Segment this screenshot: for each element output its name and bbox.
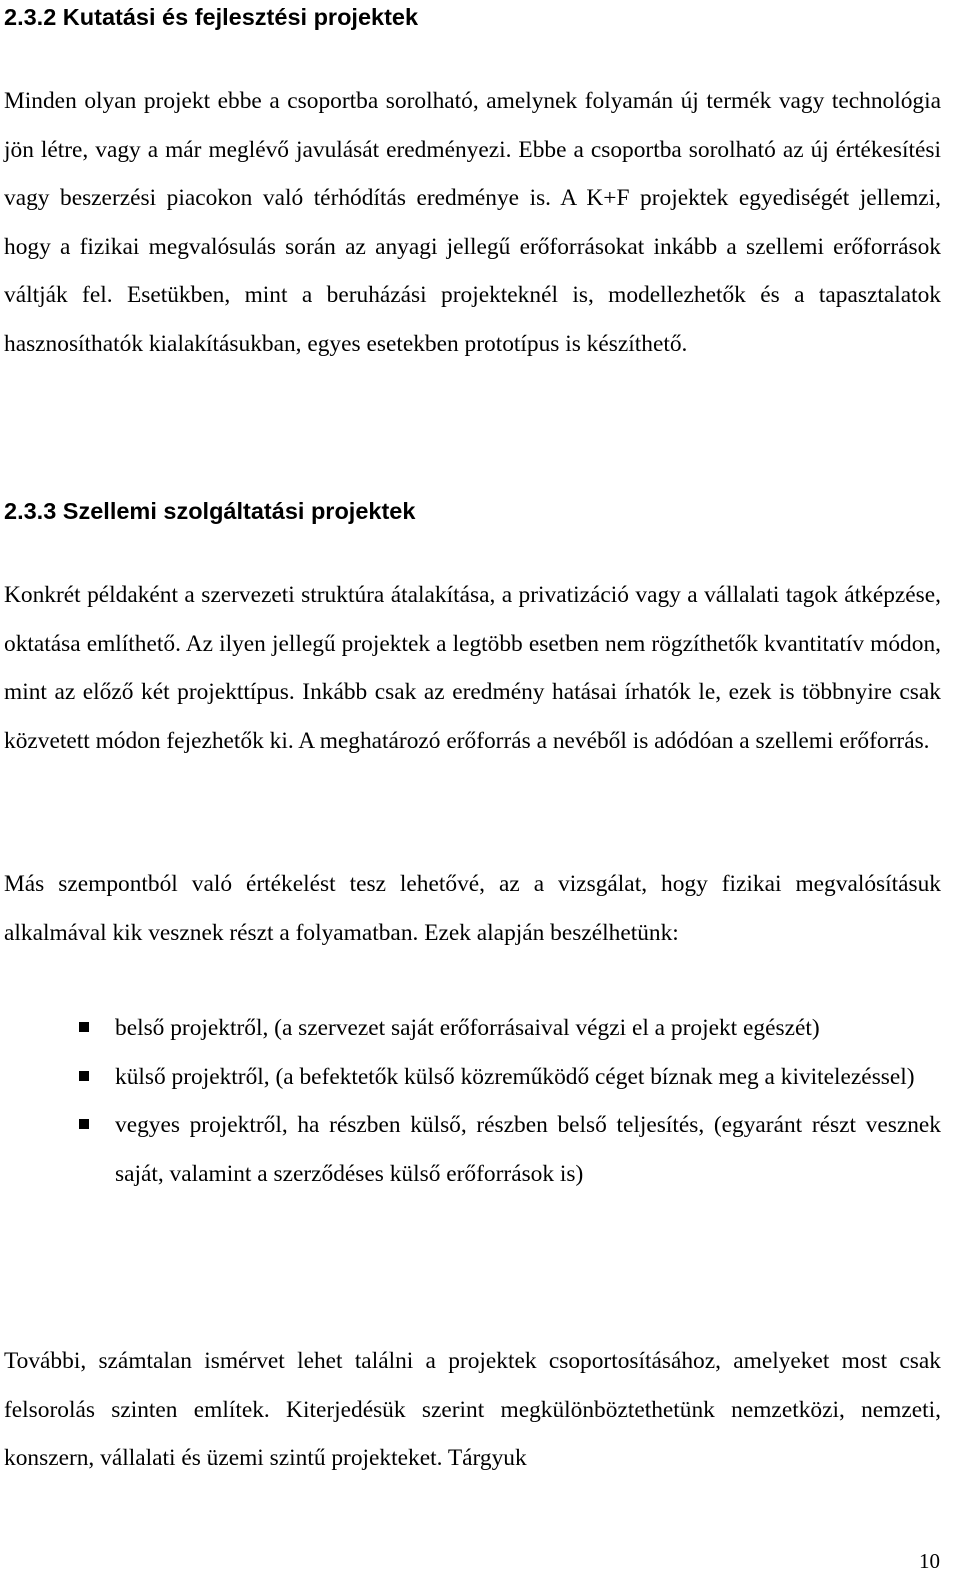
project-type-list: [0, 1004, 960, 1198]
paragraph-szellemi: Konkrét példaként a szervezeti struktúra átalakítása, a privatizáció vagy a vállalati tagok átképzése, oktatása említhető. Az ilyen jellegű projektek a legtöbb esetben nem rögzíthetők kvantitatív módon, mint az előző két projekttípus. Inkább csak az eredmény hatásai írhatók le, ezek is többnyire csak közvetett módon fejezhetők ki. A meghatározó erőforrás a nevéből is adódóan a szellemi erőforrás.: [4, 582, 941, 754]
square-bullet-icon: [79, 1071, 89, 1081]
square-bullet-icon: [79, 1022, 89, 1032]
paragraph-kutatasi: Minden olyan projekt ebbe a csoportba sorolható, amelynek folyamán új termék vagy technológia jön létre, vagy a már meglévő javulását eredményezi. Ebbe a csoportba sorolható az új értékesítési vagy beszerzési piacokon való térhódítás eredménye is. A K+F projektek egyediségét jellemzi, hogy a fizikai megvalósulás során az anyagi jellegű erőforrásokat inkább a szellemi erőforrások váltják fel. Esetükben, mint a beruházási projekteknél is, modellezhetők és a tapasztalatok hasznosíthatók kialakításukban, egyes esetekben prototípus is készíthető.: [4, 88, 941, 357]
section-heading-kutatasi: 2.3.2 Kutatási és fejlesztési projektek: [4, 4, 419, 30]
list-item: [0, 1004, 941, 1053]
paragraph-classification-intro: Más szempontból való értékelést tesz lehetővé, az a vizsgálat, hogy fizikai megvalósításuk alkalmával kik vesznek részt a folyamatban. Ezek alapján beszélhetünk:: [4, 871, 941, 946]
list-item-text: külső projektről, (a befektetők külső közreműködő céget bíznak meg a kivitelezéssel): [115, 1063, 915, 1090]
list-item-text: vegyes projektről, ha részben külső, részben belső teljesítés, (egyaránt részt vesznek saját, valamint a szerződéses külső erőforrások is): [115, 1112, 941, 1187]
list-item: [0, 1053, 941, 1102]
paragraph-classification-closing: További, számtalan ismérvet lehet találni a projektek csoportosításához, amelyeket most csak felsorolás szinten említek. Kiterjedésük szerint megkülönböztethetünk nemzetközi, nemzeti, konszern, vállalati és üzemi szintű projekteket. Tárgyuk: [4, 1348, 941, 1472]
square-bullet-icon: [79, 1119, 89, 1129]
list-item: [0, 1101, 941, 1198]
page-number: 10: [919, 1549, 940, 1573]
list-item-text: belső projektről, (a szervezet saját erőforrásaival végzi el a projekt egészét): [115, 1015, 820, 1041]
section-heading-szellemi: 2.3.3 Szellemi szolgáltatási projektek: [4, 498, 416, 524]
